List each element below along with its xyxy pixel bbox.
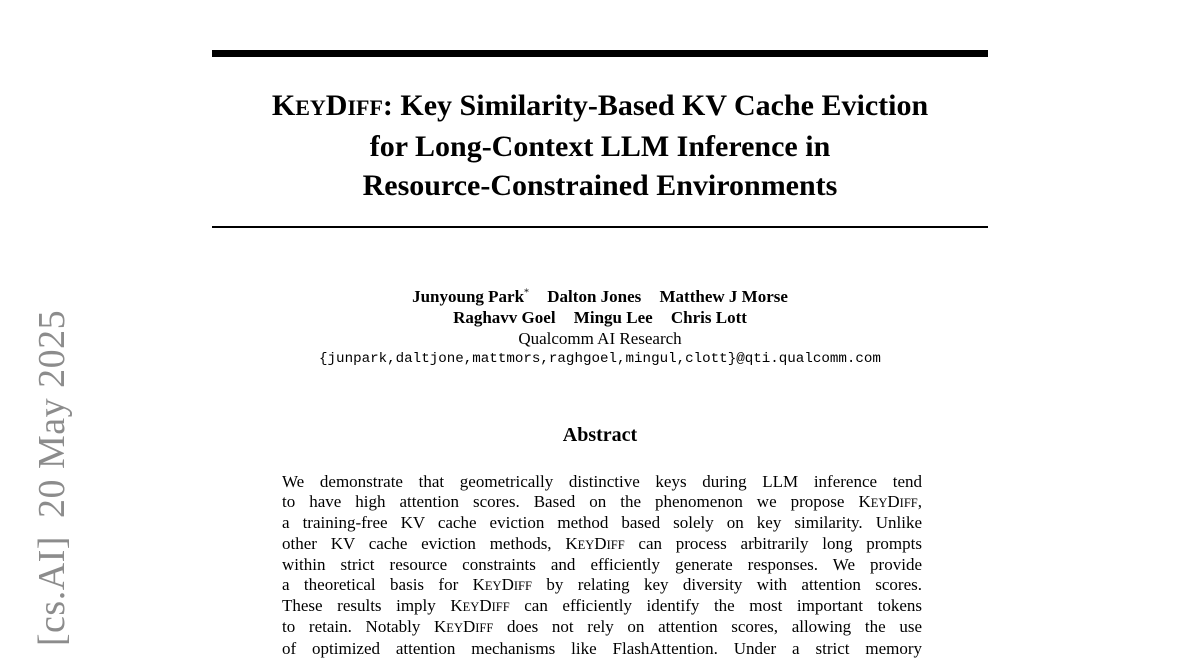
- abstract-method-name: KEYDIFF: [434, 617, 494, 637]
- title-line-2: for Long-Context LLM Inference in: [369, 130, 831, 163]
- abstract-text: These results imply: [282, 596, 451, 616]
- abstract-line: [282, 492, 922, 513]
- abstract-method-name: KEYDIFF: [450, 596, 510, 616]
- abstract-heading: Abstract: [562, 424, 638, 446]
- abstract-method-name: KEYDIFF: [858, 492, 918, 512]
- abstract-text: within strict resource constraints and efficiently generate responses. We provide: [282, 554, 922, 574]
- arxiv-date: 20 May 2025: [31, 309, 73, 519]
- abstract-text: other KV cache eviction methods,: [282, 533, 566, 553]
- title-method-name: KEYDIFF: [271, 89, 383, 122]
- author-name: Mingu Lee: [573, 307, 653, 327]
- abstract-line: [282, 638, 922, 658]
- arxiv-category: [cs.AI]: [31, 536, 73, 647]
- abstract-text: a theoretical basis for: [282, 575, 473, 595]
- abstract-text: ,: [917, 492, 922, 512]
- abstract-text: can process arbitrarily long prompts: [624, 533, 922, 553]
- author-emails: {junpark,daltjone,mattmors,raghgoel,mingul,clott}@qti.qualcomm.com: [319, 350, 881, 367]
- title-line-1: [212, 86, 988, 127]
- abstract-line: [282, 575, 922, 596]
- title-bottom-rule: [212, 226, 988, 228]
- author-name: Matthew J Morse: [659, 286, 788, 306]
- abstract-text: a training-free KV cache eviction method based solely on key similarity. Unlike: [282, 513, 922, 533]
- author-name: Chris Lott: [670, 307, 747, 327]
- abstract-text: can efficiently identify the most important tokens: [509, 596, 922, 616]
- author-name: Raghavv Goel: [453, 307, 556, 327]
- author-name: Dalton Jones: [547, 286, 642, 306]
- corresponding-author-marker: *: [524, 287, 530, 298]
- title-line-1-text: : Key Similarity-Based KV Cache Eviction: [382, 89, 929, 122]
- abstract-method-name: KEYDIFF: [472, 575, 532, 595]
- arxiv-stamp: [30, 310, 74, 646]
- title-top-rule: [212, 50, 988, 57]
- abstract-line: [282, 555, 922, 575]
- abstract-line: [282, 596, 922, 617]
- abstract-text: We demonstrate that geometrically distinctive keys during LLM inference tend: [282, 472, 922, 491]
- abstract-line: [282, 472, 922, 492]
- abstract-line: [282, 617, 922, 638]
- abstract-text: by relating key diversity with attention scores.: [531, 575, 922, 595]
- author-row-2: [212, 307, 988, 328]
- abstract-line: [282, 534, 922, 555]
- author-name: Junyoung Park*: [412, 286, 530, 306]
- abstract-body: [282, 472, 922, 658]
- title-line-3: Resource-Constrained Environments: [362, 169, 838, 202]
- abstract-text: of optimized attention mechanisms like FlashAttention. Under a strict memory: [282, 638, 922, 658]
- affiliation: Qualcomm AI Research: [518, 328, 682, 348]
- author-row-1: [212, 282, 988, 307]
- paper-title: [212, 86, 988, 205]
- abstract-text: does not rely on attention scores, allowing the use: [493, 617, 922, 637]
- abstract-method-name: KEYDIFF: [565, 533, 625, 553]
- abstract-text: to have high attention scores. Based on the phenomenon we propose: [282, 492, 859, 512]
- author-block: [212, 282, 988, 370]
- abstract-text: to retain. Notably: [282, 617, 435, 637]
- abstract-line: [282, 513, 922, 533]
